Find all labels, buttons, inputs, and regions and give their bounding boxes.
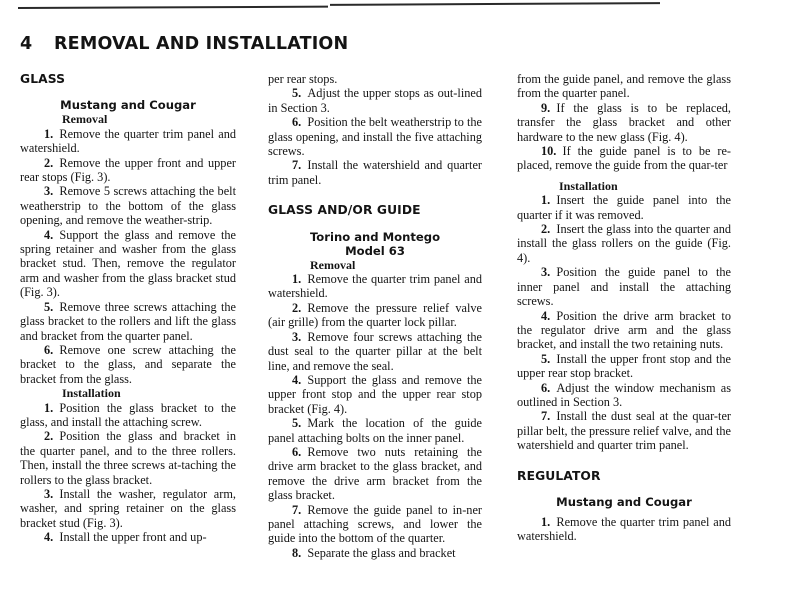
- step-item: [268, 416, 482, 445]
- step-number: 2.: [44, 429, 54, 444]
- step-text: Adjust the upper stops as out-lined in Section 3.: [268, 86, 482, 115]
- step-text: Position the glass bracket to the glass, and install the attaching screw.: [20, 400, 236, 429]
- step-number: 7.: [292, 502, 302, 517]
- section-heading-regulator: REGULATOR: [517, 468, 601, 483]
- column-1: [20, 72, 236, 545]
- removal-steps-continued: [517, 101, 731, 173]
- step-item: [20, 184, 236, 227]
- step-item: [268, 330, 482, 373]
- step-item: [20, 300, 236, 343]
- installation-steps-continued: [268, 86, 482, 187]
- step-item: [517, 515, 731, 544]
- continued-text: per rear stops.: [268, 72, 338, 86]
- regulator-steps: [517, 515, 731, 544]
- step-item: [20, 401, 236, 430]
- step-item: [20, 343, 236, 386]
- step-text: Mark the location of the guide panel attaching bolts on the inner panel.: [268, 416, 482, 445]
- step-item: [268, 86, 482, 115]
- removal-steps: [20, 127, 236, 386]
- step-text: Install the upper front stop and the upper rear stop bracket.: [517, 351, 731, 381]
- step-item: [20, 228, 236, 300]
- step-item: [268, 115, 482, 158]
- step-text: Insert the glass into the quarter and install the glass rollers on the guide (Fig. 4).: [517, 222, 731, 265]
- step-number: 1.: [292, 272, 302, 287]
- step-text: Remove the pressure relief valve (air grille) from the quarter lock pillar.: [268, 300, 482, 330]
- step-text: Install the upper front and up-: [59, 530, 207, 545]
- step-item: [517, 193, 731, 222]
- step-text: Remove 5 screws attaching the belt weatherstrip to the bottom of the glass opening, and remove the weather-strip.: [20, 184, 236, 228]
- step-text: Remove the guide panel to in-ner panel attaching screws, and lower the guide into the bottom of the quarter.: [268, 502, 482, 546]
- step-item: [517, 222, 731, 265]
- step-text: Position the drive arm bracket to the regulator drive arm and the glass bracket, and install the two retaining nuts.: [517, 308, 731, 352]
- step-item: [20, 429, 236, 487]
- step-number: 1.: [541, 514, 551, 529]
- step-item: [20, 530, 236, 544]
- step-item: [517, 309, 731, 352]
- step-number: 9.: [541, 100, 551, 115]
- page-number: 4: [20, 34, 33, 54]
- installation-heading: Installation: [559, 178, 618, 193]
- step-text: Position the guide panel to the inner panel and install the attaching screws.: [517, 265, 731, 309]
- continued-text: from the guide panel, and remove the glass from the quarter panel.: [517, 72, 731, 101]
- step-number: 2.: [541, 222, 551, 237]
- step-number: 4.: [292, 372, 302, 387]
- step-number: 3.: [292, 329, 302, 344]
- step-text: Position the glass and bracket in the quarter panel, and to the three rollers. Then, install the three screws at-taching the rollers to the glass bracket.: [20, 429, 236, 487]
- step-text: Support the glass and remove the spring retainer and washer from the glass bracket stud. Then, remove the regulator arm and washer from the glass bracket stud (Fig. 3).: [20, 227, 236, 300]
- step-item: [517, 381, 731, 410]
- subsection-heading: Torino and Montego: [309, 229, 441, 244]
- step-number: 6.: [541, 380, 551, 395]
- section-heading-glass-guide: GLASS AND/OR GUIDE: [268, 203, 421, 218]
- step-number: 8.: [292, 545, 302, 560]
- step-item: [268, 373, 482, 416]
- step-text: Remove the upper front and upper rear stops (Fig. 3).: [20, 155, 236, 185]
- step-number: 6.: [292, 444, 302, 459]
- subsection-heading: Mustang and Cougar: [556, 494, 692, 509]
- step-item: [517, 265, 731, 308]
- removal-steps: [268, 272, 482, 560]
- step-number: 6.: [44, 342, 54, 357]
- step-item: [20, 127, 236, 156]
- step-number: 2.: [44, 155, 54, 170]
- step-item: [517, 101, 731, 144]
- step-number: 5.: [292, 86, 302, 101]
- step-number: 5.: [44, 299, 54, 314]
- column-3: [517, 72, 731, 544]
- step-text: Remove two nuts retaining the drive arm bracket to the glass bracket, and remove the drive arm bracket from the glass bracket.: [268, 444, 482, 503]
- step-item: [20, 487, 236, 530]
- step-number: 3.: [541, 265, 551, 280]
- step-number: 5.: [541, 351, 551, 366]
- step-text: Separate the glass and bracket: [307, 545, 456, 560]
- step-number: 2.: [292, 300, 302, 315]
- step-text: If the guide panel is to be re-placed, remove the guide from the quar-ter: [517, 144, 731, 173]
- step-item: [268, 272, 482, 301]
- removal-heading: Removal: [62, 112, 108, 127]
- step-text: Adjust the window mechanism as outlined in Section 3.: [517, 380, 731, 409]
- step-item: [517, 144, 731, 173]
- step-text: Insert the guide panel into the quarter if it was removed.: [517, 193, 731, 222]
- section-heading-glass: GLASS: [20, 72, 66, 86]
- subsection-heading: Mustang and Cougar: [60, 98, 196, 113]
- removal-heading: Removal: [310, 257, 356, 272]
- installation-heading: Installation: [62, 386, 121, 401]
- step-number: 5.: [292, 416, 302, 431]
- top-scan-rule: [18, 6, 328, 9]
- step-item: [268, 546, 482, 560]
- step-number: 7.: [541, 409, 551, 424]
- step-text: Remove one screw attaching the bracket to the glass, and separate the bracket from the glass.: [20, 342, 236, 386]
- step-text: Remove the quarter trim panel and watershield.: [268, 272, 482, 301]
- step-text: Remove the quarter trim panel and watershield.: [517, 514, 731, 544]
- step-text: Remove four screws attaching the dust seal to the quarter pillar at the belt line, and remove the seal.: [268, 329, 482, 373]
- step-number: 4.: [44, 530, 54, 545]
- page-title: [20, 34, 348, 54]
- step-item: [20, 156, 236, 185]
- step-text: Remove three screws attaching the glass bracket to the rollers and lift the glass and bracket from the quarter panel.: [20, 299, 236, 343]
- step-item: [268, 445, 482, 503]
- page-title-text: REMOVAL AND INSTALLATION: [54, 34, 349, 54]
- step-text: Support the glass and remove the upper front stop and the upper rear stop bracket (Fig. 4).: [268, 372, 482, 416]
- step-item: [517, 352, 731, 381]
- step-number: 7.: [292, 158, 302, 173]
- step-number: 1.: [541, 193, 551, 208]
- step-number: 10.: [541, 144, 557, 159]
- step-text: If the glass is to be replaced, transfer the glass bracket and other hardware to the new glass (Fig. 4).: [517, 100, 731, 144]
- step-number: 4.: [44, 227, 54, 242]
- installation-steps: [517, 193, 731, 452]
- step-number: 3.: [44, 184, 54, 199]
- step-text: Install the washer, regulator arm, washer, and spring retainer on the glass bracket stud (Fig. 3).: [20, 486, 236, 530]
- step-number: 1.: [44, 126, 54, 141]
- top-scan-rule: [330, 2, 660, 6]
- step-text: Install the watershield and quarter trim panel.: [268, 158, 482, 187]
- column-2: [268, 72, 482, 560]
- step-text: Remove the quarter trim panel and watershield.: [20, 126, 236, 156]
- step-number: 6.: [292, 115, 302, 130]
- step-item: [268, 158, 482, 187]
- step-item: [517, 409, 731, 452]
- step-number: 3.: [44, 486, 54, 501]
- step-number: 4.: [541, 308, 551, 323]
- step-text: Install the dust seal at the quar-ter pillar belt, the pressure relief valve, and the watershield and quarter trim panel.: [517, 409, 731, 453]
- step-item: [268, 503, 482, 546]
- installation-steps: [20, 401, 236, 545]
- step-text: Position the belt weatherstrip to the glass opening, and install the five attaching screws.: [268, 115, 482, 159]
- step-item: [268, 301, 482, 330]
- subsection-heading-line2: Model 63: [345, 243, 405, 258]
- step-number: 1.: [44, 400, 54, 415]
